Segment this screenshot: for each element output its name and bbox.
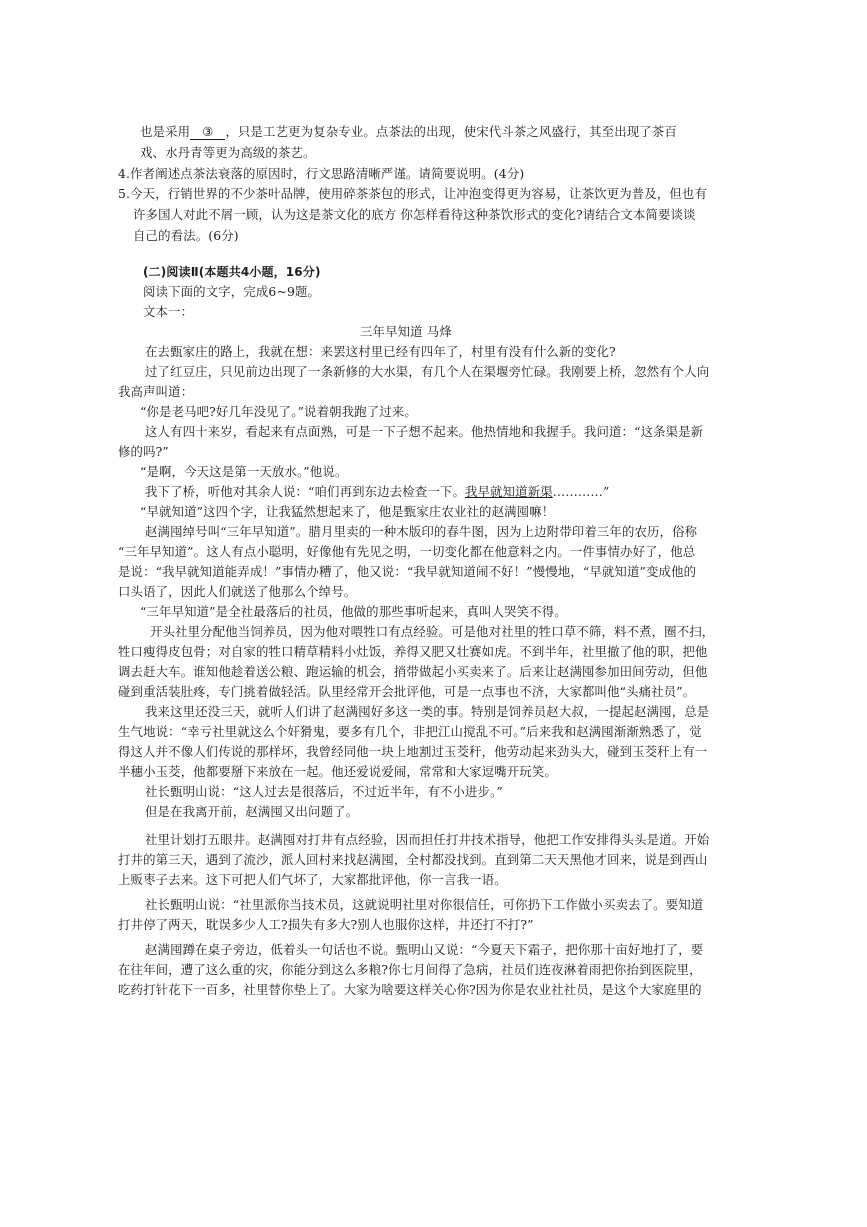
story-para-16-line-3: 吃药打针花下一百多，社里替你垫上了。大家为啥要这样关心你?因为你是农业社社员，是这个大家庭里的 [118, 982, 702, 997]
prev-line-1-a: 也是采用 [140, 124, 191, 139]
story-para-10-line-2: 牲口瘦得皮包骨；对自家的牲口精草精料小灶饭，养得又肥又壮赛如虎。不到半年，社里撤了他的职，把他 [118, 644, 708, 659]
story-para-11-line-3: 得这人并不像人们传说的那样坏，我曾经同他一块上地割过玉茭秆，他劳动起来劲头大，碰到玉茭秆上有一 [118, 744, 708, 759]
story-para-11-line-4: 半穗小玉茭，他都要掰下来放在一起。他还爱说爱闹，常常和大家逗嘴开玩笑。 [118, 764, 557, 779]
prev-line-1 [140, 124, 677, 140]
story-para-6 [145, 484, 609, 500]
prev-line-1-b: ，只是工艺更为复杂专业。点茶法的出现，使宋代斗茶之风盛行，其至出现了茶百 [225, 124, 677, 139]
story-para-16-line-1: 赵满囤蹲在桌子旁边，低着头一句话也不说。甄明山又说：“今夏天下霜子，把你那十亩好地打了，要 [145, 942, 704, 957]
story-para-2-line-2: 我高声叫道： [118, 384, 194, 399]
blank-3 [190, 125, 225, 140]
question-5-line-1: 5.今天，行销世界的不少茶叶品牌，使用碎茶茶包的形式，让冲泡变得更为容易，让茶饮更为普及，但也有 [118, 186, 707, 201]
story-para-3: “你是老马吧?好几年没见了。”说着朝我跑了过来。 [140, 404, 417, 419]
story-para-1: 在去甄家庄的路上，我就在想：来罢这村里已经有四年了，村里有没有什么新的变化? [145, 344, 616, 359]
story-para-12: 社长甄明山说：“这人过去是很落后，不过近半年，有不小进步。” [145, 784, 503, 799]
story-para-14-line-2: 打井的第三天，遇到了流沙，派人回村来找赵满囤，全村都没找到。直到第二天天黑他才回来，说是到西山 [118, 852, 708, 867]
story-para-10-line-4: 碰到重活装肚疼，专门挑着做轻活。队里经常开会批评他，可是一点事也不济，大家都叫他“头痛社员”。 [118, 684, 696, 699]
story-para-4-line-1: 这人有四十来岁，看起来有点面熟，可是一下子想不起来。他热情地和我握手。我问道：“这条渠是新 [145, 424, 704, 439]
question-5-line-2: 许多国人对此不屑一顾，认为这是茶文化的底方 你怎样看待这种茶饮形式的变化?请结合文本简要谈谈 [133, 207, 696, 222]
story-para-11-line-2: 生气地说：“幸亏社里就这么个奸猾鬼，要多有几个，非把江山搅乱不可。”后来我和赵满囤渐渐熟悉了，觉 [118, 724, 702, 739]
story-para-4-line-2: 修的吗?” [118, 444, 169, 459]
story-para-6-underlined: 我早就知道新渠 [465, 484, 553, 499]
section-instruction: 阅读下面的文字，完成6~9题。 [143, 284, 321, 299]
story-para-15-line-2: 打井停了两天，耽误多少人工?损失有多大?别人也服你这样，井还打不打?” [118, 917, 534, 932]
story-para-15-line-1: 社长甄明山说：“社里派你当技术员，这就说明社里对你很信任，可你扔下工作做小买卖去了。要知道 [145, 897, 704, 912]
blank-3-label: ③ [202, 124, 214, 139]
story-para-14-line-1: 社里计划打五眼井。赵满囤对打井有点经验，因而担任打井技术指导，他把工作安排得头头是道。开始 [145, 832, 710, 847]
story-para-8-line-2: “三年早知道”。这人有点小聪明，好像他有先见之明，一切变化都在他意料之内。一件事情办好了，他总 [118, 544, 696, 559]
story-para-6-a: 我下了桥，听他对其余人说：“咱们再到东边去检查一下。 [145, 484, 465, 499]
story-para-2-line-1: 过了红豆庄，只见前边出现了一条新修的大水渠，有几个人在渠堰旁忙碌。我刚要上桥，忽然有个人向 [145, 364, 710, 379]
section-heading: (二)阅读Ⅱ(本题共4小题，16分) [143, 265, 321, 279]
story-para-14-line-3: 上贩枣子去来。这下可把人们气坏了，大家都批评他，你一言我一语。 [118, 872, 507, 887]
story-para-7: “早就知道”这四个字，让我猛然想起来了，他是甄家庄农业社的赵满囤嘛！ [140, 504, 555, 519]
story-para-16-line-2: 在往年间，遭了这么重的灾，你能分到这么多粮?你七月间得了急病，社员们连夜淋着雨把你抬到医院里， [118, 962, 702, 977]
prev-line-2: 戏、水丹青等更为高级的茶艺。 [140, 145, 316, 160]
text-label: 文本一： [143, 304, 194, 319]
story-para-8-line-3: 是说：“我早就知道能弄成！”事情办糟了，他又说：“我早就知道闹不好！”慢慢地，“早就知道”变成他的 [118, 564, 697, 579]
story-para-10-line-3: 调去赶大车。谁知他趁着送公粮、跑运输的机会，捎带做起小买卖来了。后来让赵满囤参加田间劳动，但他 [118, 664, 708, 679]
story-para-5: “是啊，今天这是第一天放水。”他说。 [140, 464, 348, 479]
story-para-8-line-4: 口头语了，因此人们就送了他那么个绰号。 [118, 584, 357, 599]
question-4: 4.作者阐述点茶法衰落的原因时，行文思路清晰严谨。请简要说明。(4分) [118, 166, 525, 181]
story-para-11-line-1: 我来这里还没三天，就听人们讲了赵满囤好多这一类的事。特别是饲养员赵大叔，一提起赵满囤，总是 [145, 704, 710, 719]
story-para-8-line-1: 赵满囤绰号叫“三年早知道”。腊月里卖的一种木版印的春牛图，因为上边附带印着三年的农历，俗称 [145, 524, 698, 539]
story-para-10-line-1: 开头社里分配他当饲养员，因为他对喂牲口有点经验。可是他对社里的牲口草不筛，料不煮，圈不扫， [150, 624, 715, 639]
story-para-9: “三年早知道”是全社最落后的社员，他做的那些事听起来，真叫人哭笑不得。 [140, 604, 567, 619]
story-para-6-b: …………” [552, 484, 610, 499]
question-5-line-3: 自己的看法。(6分) [133, 228, 239, 243]
story-title: 三年早知道 马烽 [360, 324, 452, 339]
story-para-13: 但是在我离开前，赵满囤又出问题了。 [145, 804, 359, 819]
